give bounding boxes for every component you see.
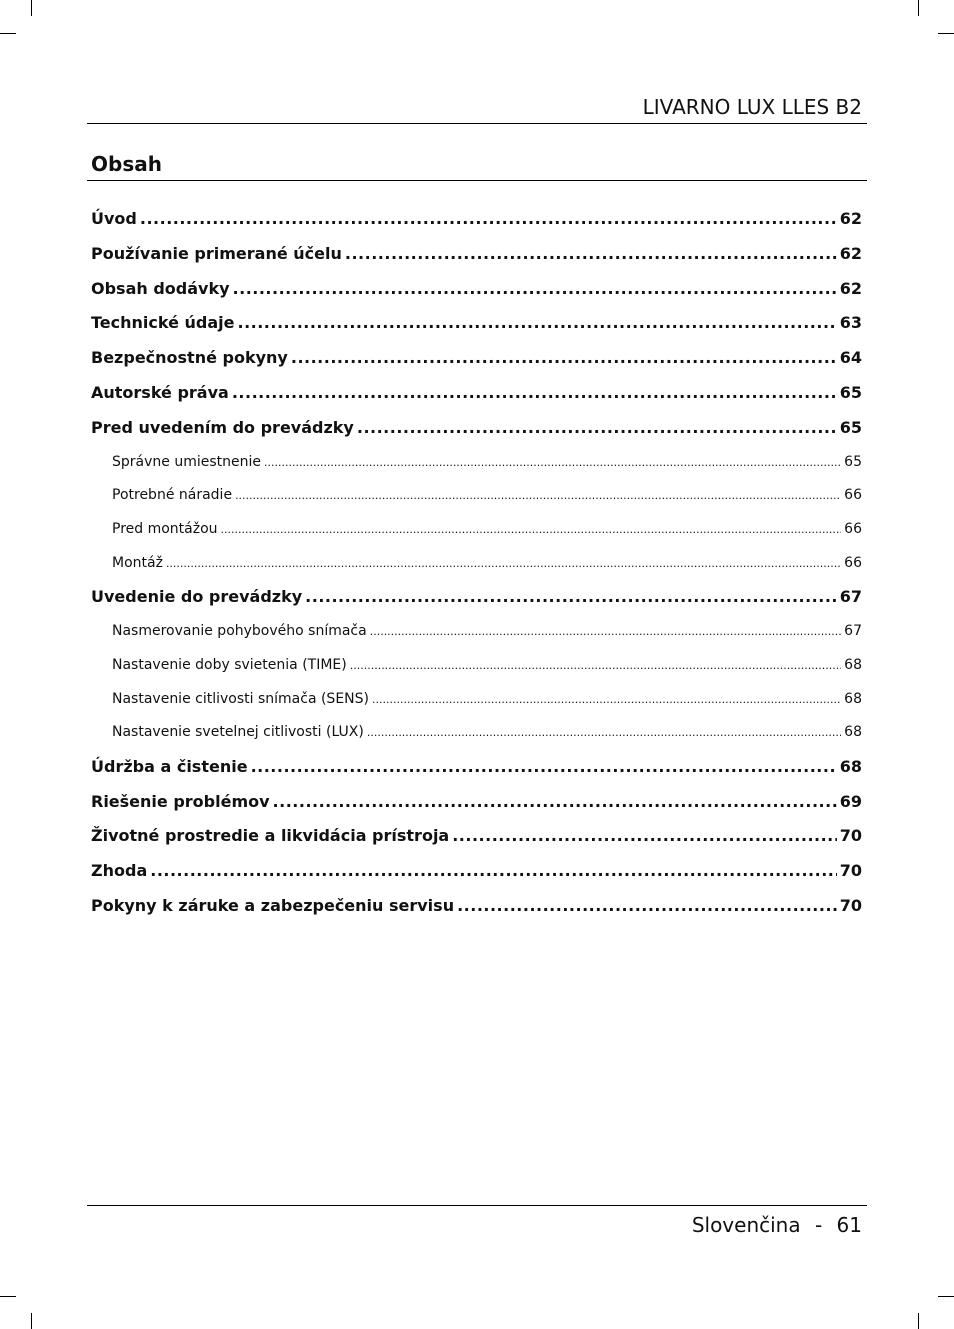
toc-dot-leader [357,411,837,446]
toc-entry[interactable] [91,272,862,307]
toc-entry-page: 70 [839,826,862,846]
crop-mark-top-right [918,0,919,16]
toc-dot-leader [345,237,837,272]
toc-dot-leader [367,716,841,750]
toc-dot-leader [237,306,836,341]
toc-entry-page: 66 [844,554,862,571]
toc-entry-label: Životné prostredie a likvidácia prístroja [91,826,450,846]
toc-dot-leader [232,376,837,411]
toc-dot-leader [372,683,841,717]
toc-entry[interactable] [91,785,862,820]
crop-mark-bottom-right [918,1313,919,1329]
toc-entry-label: Montáž [112,554,163,571]
toc-entry-page: 64 [839,348,862,368]
footer-rule [87,1205,867,1206]
footer-separator: - [814,1213,823,1237]
toc-entry-label: Bezpečnostné pokyny [91,348,288,368]
toc-subentry[interactable] [91,446,862,480]
toc-entry[interactable] [91,202,862,237]
toc-entry-page: 68 [844,690,862,707]
page-title: Obsah [91,152,162,176]
crop-mark-right-top [938,33,954,34]
toc-dot-leader [305,580,837,615]
toc-entry-label: Uvedenie do prevádzky [91,587,303,607]
toc-dot-leader [370,615,841,649]
toc-entry-page: 68 [839,756,862,776]
toc-entry-label: Používanie primerané účelu [91,243,342,263]
toc-entry-page: 68 [844,656,862,673]
toc-dot-leader [140,202,837,237]
toc-entry-page: 65 [844,453,862,470]
toc-dot-leader [235,479,841,513]
toc-dot-leader [291,341,837,376]
toc-subentry[interactable] [91,683,862,717]
toc-dot-leader [150,854,837,889]
toc-dot-leader [233,272,837,307]
toc-subentry[interactable] [91,615,862,649]
toc-entry[interactable] [91,580,862,615]
toc-entry[interactable] [91,819,862,854]
toc-dot-leader [350,649,841,683]
toc-entry-page: 65 [839,382,862,402]
toc-entry-label: Údržba a čistenie [91,756,248,776]
toc-entry[interactable] [91,237,862,272]
toc-subentry[interactable] [91,547,862,581]
toc-entry-label: Technické údaje [91,313,235,333]
toc-entry-label: Úvod [91,209,137,228]
toc-entry[interactable] [91,376,862,411]
toc-entry-label: Nastavenie svetelnej citlivosti (LUX) [112,724,364,741]
table-of-contents [91,202,862,924]
toc-entry-label: Pred uvedením do prevádzky [91,417,354,437]
toc-entry[interactable] [91,411,862,446]
toc-dot-leader [457,889,837,924]
toc-entry[interactable] [91,750,862,785]
toc-entry-label: Nastavenie citlivosti snímača (SENS) [112,690,369,707]
toc-subentry[interactable] [91,716,862,750]
toc-subentry[interactable] [91,513,862,547]
toc-dot-leader [264,446,841,480]
toc-entry-page: 62 [839,209,862,228]
toc-entry-page: 66 [844,487,862,504]
toc-entry-label: Zhoda [91,861,148,881]
crop-mark-bottom-left [31,1313,32,1329]
toc-entry[interactable] [91,889,862,924]
toc-entry[interactable] [91,854,862,889]
toc-entry-page: 68 [844,724,862,741]
toc-entry-label: Pred montážou [112,520,218,537]
toc-dot-leader [452,819,837,854]
toc-entry-label: Riešenie problémov [91,791,270,811]
toc-dot-leader [273,785,837,820]
toc-dot-leader [221,513,842,547]
toc-entry-page: 66 [844,520,862,537]
crop-mark-right-bottom [938,1296,954,1297]
toc-entry-page: 62 [839,243,862,263]
crop-mark-top-left [31,0,32,16]
footer-page-number: 61 [836,1213,862,1237]
toc-entry-label: Nasmerovanie pohybového snímača [112,623,367,640]
toc-entry-page: 70 [839,896,862,916]
toc-entry-label: Obsah dodávky [91,278,230,298]
footer-language: Slovenčina [691,1213,801,1237]
toc-entry-label: Nastavenie doby svietenia (TIME) [112,656,347,673]
crop-mark-left-bottom [0,1296,16,1297]
toc-subentry[interactable] [91,649,862,683]
toc-entry[interactable] [91,341,862,376]
toc-entry-label: Pokyny k záruke a zabezpečeniu servisu [91,896,455,916]
toc-entry-page: 65 [839,417,862,437]
heading-rule [87,180,867,181]
toc-entry-label: Potrebné náradie [112,487,233,504]
header-rule [87,123,867,124]
document-header-title: LIVARNO LUX LLES B2 [642,95,862,119]
toc-entry-page: 67 [844,623,862,640]
toc-entry-page: 69 [839,791,862,811]
toc-entry-page: 63 [839,313,862,333]
toc-entry-label: Správne umiestnenie [112,453,261,470]
toc-entry-page: 67 [839,587,862,607]
crop-mark-left-top [0,33,16,34]
page-footer [692,1211,862,1239]
toc-entry-page: 62 [839,278,862,298]
toc-dot-leader [251,750,837,785]
toc-entry[interactable] [91,306,862,341]
toc-entry-page: 70 [839,861,862,881]
toc-entry-label: Autorské práva [91,382,229,402]
toc-dot-leader [166,547,841,581]
toc-subentry[interactable] [91,479,862,513]
